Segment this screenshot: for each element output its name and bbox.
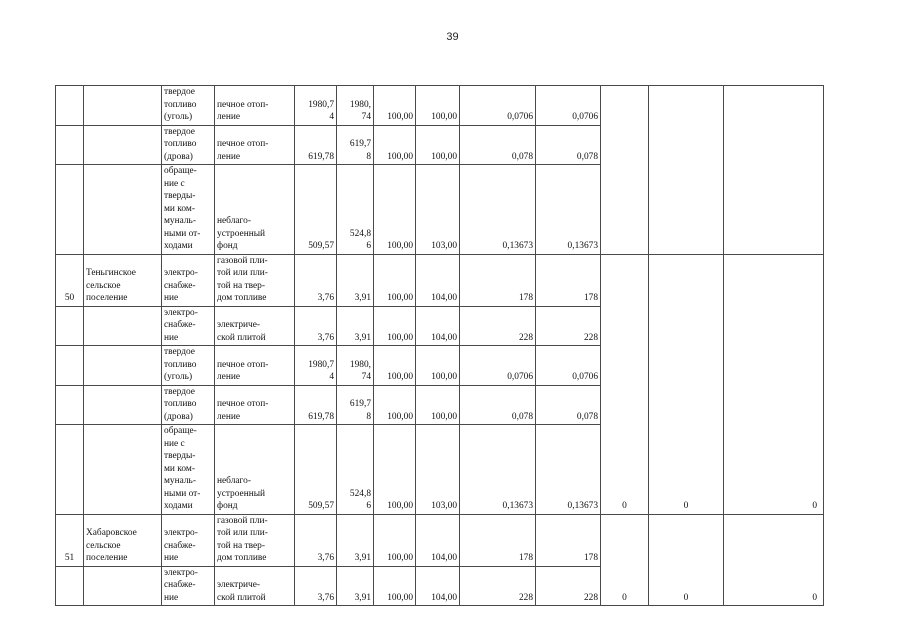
value-cell-1: 509,57 xyxy=(295,425,337,515)
value-cell-4: 103,00 xyxy=(416,425,460,515)
row-number-cell xyxy=(56,346,84,386)
value-cell-5: 0,0706 xyxy=(460,86,536,126)
value-cell-6: 228 xyxy=(536,566,601,606)
row-number-cell xyxy=(56,165,84,255)
service-cell: твердое топливо (дрова) xyxy=(162,385,215,425)
value-cell-6: 0,078 xyxy=(536,385,601,425)
settlement-cell xyxy=(84,165,162,255)
category-cell: газовой пли- той или пли- той на твер- дом топливе xyxy=(215,254,295,306)
value-cell-1: 509,57 xyxy=(295,165,337,255)
value-cell-3: 100,00 xyxy=(374,254,416,306)
value-cell-2: 619,7 8 xyxy=(337,125,374,165)
value-cell-5: 0,13673 xyxy=(460,425,536,515)
group-50-cell-1: 0 xyxy=(601,254,649,514)
group-51-cell-2: 0 xyxy=(649,514,724,606)
service-cell: твердое топливо (уголь) xyxy=(162,346,215,386)
value-cell-1: 3,76 xyxy=(295,306,337,346)
table-row xyxy=(56,86,824,126)
settlement-cell xyxy=(84,306,162,346)
value-cell-5: 0,13673 xyxy=(460,165,536,255)
value-cell-4: 104,00 xyxy=(416,514,460,566)
group-prev-cell-2 xyxy=(649,86,724,255)
value-cell-1: 1980,7 4 xyxy=(295,346,337,386)
value-cell-2: 524,8 6 xyxy=(337,165,374,255)
category-cell: неблаго- устроенный фонд xyxy=(215,165,295,255)
value-cell-1: 619,78 xyxy=(295,385,337,425)
value-cell-4: 100,00 xyxy=(416,125,460,165)
value-cell-2: 1980, 74 xyxy=(337,346,374,386)
group-50-cell-3: 0 xyxy=(724,254,824,514)
value-cell-3: 100,00 xyxy=(374,514,416,566)
value-cell-4: 104,00 xyxy=(416,254,460,306)
value-cell-5: 228 xyxy=(460,566,536,606)
value-cell-6: 178 xyxy=(536,514,601,566)
value-cell-2: 3,91 xyxy=(337,254,374,306)
settlement-cell xyxy=(84,346,162,386)
category-cell: печное отоп- ление xyxy=(215,385,295,425)
value-cell-4: 103,00 xyxy=(416,165,460,255)
value-cell-3: 100,00 xyxy=(374,385,416,425)
service-cell: электро- снабже- ние xyxy=(162,254,215,306)
settlement-cell xyxy=(84,86,162,126)
row-number-cell xyxy=(56,125,84,165)
service-cell: обраще- ние с тверды- ми ком- муналь- ными от- ходами xyxy=(162,165,215,255)
service-cell: электро- снабже- ние xyxy=(162,306,215,346)
value-cell-4: 100,00 xyxy=(416,86,460,126)
row-number-cell: 51 xyxy=(56,514,84,566)
row-number-cell xyxy=(56,425,84,515)
page-number: 39 xyxy=(446,31,459,43)
value-cell-2: 3,91 xyxy=(337,514,374,566)
value-cell-6: 0,13673 xyxy=(536,425,601,515)
value-cell-3: 100,00 xyxy=(374,306,416,346)
value-cell-6: 0,078 xyxy=(536,125,601,165)
value-cell-2: 524,8 6 xyxy=(337,425,374,515)
value-cell-2: 3,91 xyxy=(337,566,374,606)
value-cell-3: 100,00 xyxy=(374,86,416,126)
service-cell: электро- снабже- ние xyxy=(162,514,215,566)
value-cell-4: 100,00 xyxy=(416,346,460,386)
row-number-cell xyxy=(56,306,84,346)
value-cell-2: 3,91 xyxy=(337,306,374,346)
service-cell: обраще- ние с тверды- ми ком- муналь- ными от- ходами xyxy=(162,425,215,515)
tariff-table xyxy=(55,85,824,606)
settlement-cell: Хабаровское сельское поселение xyxy=(84,514,162,566)
service-cell: твердое топливо (дрова) xyxy=(162,125,215,165)
value-cell-5: 0,078 xyxy=(460,125,536,165)
value-cell-3: 100,00 xyxy=(374,165,416,255)
table-row xyxy=(56,514,824,566)
row-number-cell xyxy=(56,385,84,425)
category-cell: электриче- ской плитой xyxy=(215,306,295,346)
row-number-cell xyxy=(56,566,84,606)
value-cell-3: 100,00 xyxy=(374,566,416,606)
category-cell: газовой пли- той или пли- той на твер- дом топливе xyxy=(215,514,295,566)
group-51-cell-3: 0 xyxy=(724,514,824,606)
value-cell-6: 0,0706 xyxy=(536,86,601,126)
value-cell-1: 3,76 xyxy=(295,254,337,306)
value-cell-6: 178 xyxy=(536,254,601,306)
value-cell-3: 100,00 xyxy=(374,125,416,165)
settlement-cell: Теньгинское сельское поселение xyxy=(84,254,162,306)
value-cell-6: 0,13673 xyxy=(536,165,601,255)
value-cell-2: 619,7 8 xyxy=(337,385,374,425)
settlement-cell xyxy=(84,125,162,165)
service-cell: твердое топливо (уголь) xyxy=(162,86,215,126)
value-cell-5: 228 xyxy=(460,306,536,346)
category-cell: электриче- ской плитой xyxy=(215,566,295,606)
group-prev-cell-3 xyxy=(724,86,824,255)
settlement-cell xyxy=(84,566,162,606)
value-cell-6: 0,0706 xyxy=(536,346,601,386)
row-number-cell xyxy=(56,86,84,126)
value-cell-1: 3,76 xyxy=(295,514,337,566)
value-cell-5: 0,0706 xyxy=(460,346,536,386)
value-cell-3: 100,00 xyxy=(374,425,416,515)
group-50-cell-2: 0 xyxy=(649,254,724,514)
value-cell-5: 0,078 xyxy=(460,385,536,425)
group-prev-cell-1 xyxy=(601,86,649,255)
value-cell-4: 104,00 xyxy=(416,566,460,606)
category-cell: неблаго- устроенный фонд xyxy=(215,425,295,515)
value-cell-5: 178 xyxy=(460,514,536,566)
category-cell: печное отоп- ление xyxy=(215,125,295,165)
group-51-cell-1: 0 xyxy=(601,514,649,606)
value-cell-4: 100,00 xyxy=(416,385,460,425)
value-cell-6: 228 xyxy=(536,306,601,346)
value-cell-1: 1980,7 4 xyxy=(295,86,337,126)
category-cell: печное отоп- ление xyxy=(215,346,295,386)
value-cell-3: 100,00 xyxy=(374,346,416,386)
value-cell-1: 3,76 xyxy=(295,566,337,606)
table-row xyxy=(56,254,824,306)
service-cell: электро- снабже- ние xyxy=(162,566,215,606)
value-cell-5: 178 xyxy=(460,254,536,306)
value-cell-2: 1980, 74 xyxy=(337,86,374,126)
value-cell-1: 619,78 xyxy=(295,125,337,165)
settlement-cell xyxy=(84,385,162,425)
row-number-cell: 50 xyxy=(56,254,84,306)
category-cell: печное отоп- ление xyxy=(215,86,295,126)
settlement-cell xyxy=(84,425,162,515)
value-cell-4: 104,00 xyxy=(416,306,460,346)
